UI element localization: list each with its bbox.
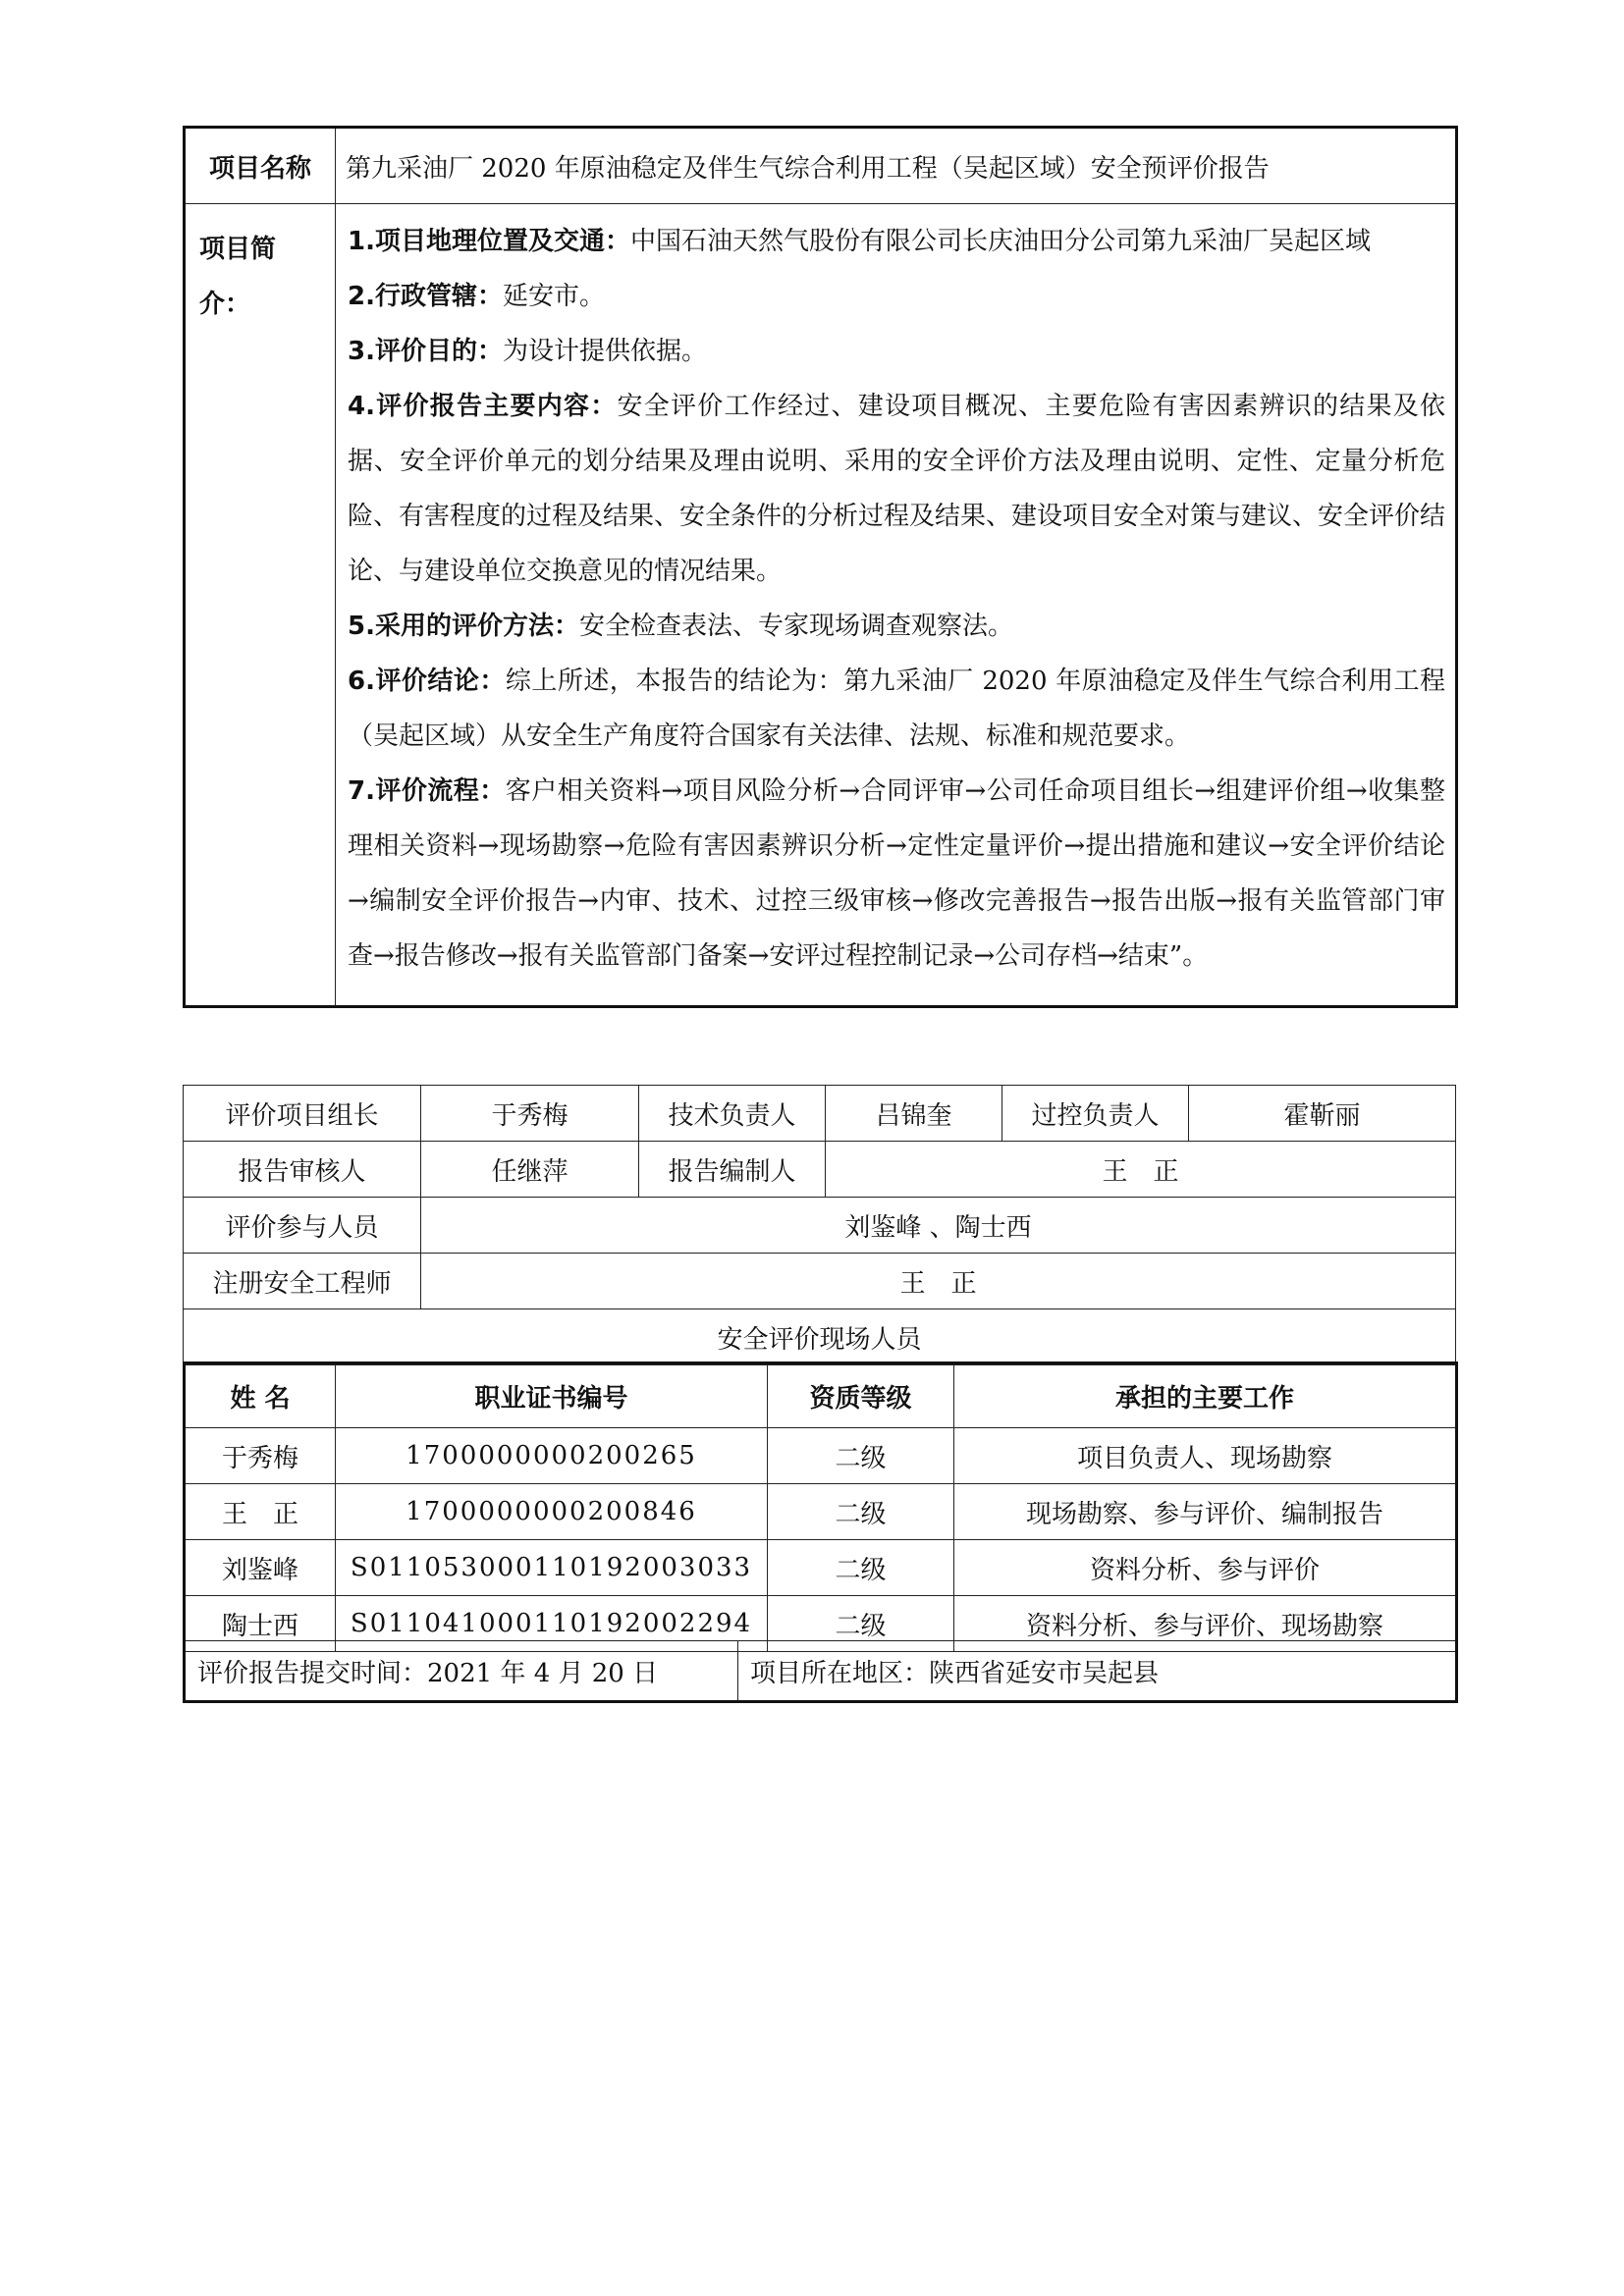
onsite-staff-title: 安全评价现场人员	[184, 1309, 1456, 1365]
staff-name: 陶士西	[185, 1596, 336, 1652]
header-duties: 承担的主要工作	[954, 1363, 1457, 1428]
intro-item-label: 5.采用的评价方法：	[348, 612, 579, 641]
engineer-label: 注册安全工程师	[184, 1254, 421, 1309]
intro-item	[348, 214, 1445, 269]
staff-level: 二级	[768, 1596, 954, 1652]
intro-item-label: 4.评价报告主要内容：	[348, 392, 618, 421]
engineer-value: 王 正	[421, 1254, 1456, 1309]
intro-item	[348, 379, 1445, 599]
staff-level: 二级	[768, 1484, 954, 1540]
intro-item-text: 客户相关资料→项目风险分析→合同评审→公司任命项目组长→组建评价组→收集整理相关资料→现场勘察→危险有害因素辨识分析→定性定量评价→提出措施和建议→安全评价结论→编制安全评价报告→内审、技术、过控三级审核→修改完善报告→报告出版→报有关监管部门审查→报告修改→报有关监管部门备案→安评过程控制记录→公司存档→结束”。	[348, 776, 1445, 971]
project-intro-label-line2: 介：	[199, 290, 251, 319]
leader-value: 于秀梅	[421, 1086, 639, 1142]
staff-header-row	[185, 1363, 1457, 1428]
intro-item	[348, 764, 1445, 984]
staff-level: 二级	[768, 1428, 954, 1484]
staff-certificate: 1700000000200846	[336, 1484, 768, 1540]
personnel-table	[183, 1085, 1456, 1365]
intro-item-text: 安全检查表法、专家现场调查观察法。	[578, 612, 1013, 641]
intro-item-text: 综上所述，本报告的结论为：第九采油厂 2020 年原油稳定及伴生气综合利用工程（吴起区域）从安全生产角度符合国家有关法律、法规、标准和规范要求。	[348, 667, 1446, 751]
intro-item-label: 6.评价结论：	[348, 667, 506, 696]
staff-certificate: S011041000110192002294	[336, 1596, 768, 1652]
tech-lead-label: 技术负责人	[639, 1086, 826, 1142]
intro-item-text: 为设计提供依据。	[502, 337, 707, 366]
intro-item	[348, 599, 1445, 654]
onsite-staff-table	[183, 1362, 1458, 1652]
staff-duties: 资料分析、参与评价、现场勘察	[954, 1596, 1457, 1652]
staff-duties: 现场勘察、参与评价、编制报告	[954, 1484, 1457, 1540]
table-row	[185, 1484, 1457, 1540]
staff-name: 刘鉴峰	[185, 1540, 336, 1596]
table-row	[185, 1428, 1457, 1484]
project-intro-label	[185, 204, 336, 1007]
table-row	[185, 1540, 1457, 1596]
intro-item-label: 7.评价流程：	[348, 776, 506, 806]
control-lead-label: 过控负责人	[1002, 1086, 1189, 1142]
staff-level: 二级	[768, 1540, 954, 1596]
intro-item-label: 1.项目地理位置及交通：	[348, 227, 630, 256]
staff-name: 王 正	[185, 1484, 336, 1540]
intro-item	[348, 269, 1445, 324]
staff-duties: 资料分析、参与评价	[954, 1540, 1457, 1596]
intro-item-label: 2.行政管辖：	[348, 282, 503, 311]
intro-item-text: 安全评价工作经过、建设项目概况、主要危险有害因素辨识的结果及依据、安全评价单元的划分结果及理由说明、采用的安全评价方法及理由说明、定性、定量分析危险、有害程度的过程及结果、安全条件的分析过程及结果、建设项目安全对策与建议、安全评价结论、与建设单位交换意见的情况结果。	[348, 392, 1446, 586]
personnel-row	[184, 1254, 1456, 1309]
header-level: 资质等级	[768, 1363, 954, 1428]
intro-item-text: 中国石油天然气股份有限公司长庆油田分公司第九采油厂吴起区域	[629, 227, 1371, 256]
project-name-value: 第九采油厂 2020 年原油稳定及伴生气综合利用工程（吴起区域）安全预评价报告	[336, 128, 1457, 204]
staff-certificate: 1700000000200265	[336, 1428, 768, 1484]
onsite-title-row	[184, 1309, 1456, 1365]
header-name: 姓 名	[185, 1363, 336, 1428]
personnel-row	[184, 1142, 1456, 1198]
tech-lead-value: 吕锦奎	[826, 1086, 1002, 1142]
project-info-table	[183, 126, 1458, 1008]
control-lead-value: 霍靳丽	[1189, 1086, 1456, 1142]
project-intro-label-line1: 项目简	[199, 235, 277, 264]
participants-value: 刘鉴峰 、陶士西	[421, 1198, 1456, 1254]
staff-certificate: S011053000110192003033	[336, 1540, 768, 1596]
editor-value: 王 正	[826, 1142, 1456, 1198]
personnel-row	[184, 1086, 1456, 1142]
reviewer-label: 报告审核人	[184, 1142, 421, 1198]
project-intro-body	[336, 204, 1457, 1007]
intro-item	[348, 654, 1445, 764]
project-location: 项目所在地区：陕西省延安市吴起县	[738, 1641, 1457, 1702]
intro-item-text: 延安市。	[502, 282, 605, 311]
project-intro-row	[185, 204, 1457, 1007]
footer-row	[185, 1641, 1457, 1702]
submission-date: 评价报告提交时间：2021 年 4 月 20 日	[185, 1641, 738, 1702]
participants-label: 评价参与人员	[184, 1198, 421, 1254]
reviewer-value: 任继萍	[421, 1142, 639, 1198]
personnel-row	[184, 1198, 1456, 1254]
staff-duties: 项目负责人、现场勘察	[954, 1428, 1457, 1484]
project-name-row	[185, 128, 1457, 204]
intro-item-label: 3.评价目的：	[348, 337, 503, 366]
staff-name: 于秀梅	[185, 1428, 336, 1484]
project-name-label: 项目名称	[185, 128, 336, 204]
intro-item	[348, 324, 1445, 379]
footer-table	[183, 1640, 1458, 1703]
editor-label: 报告编制人	[639, 1142, 826, 1198]
leader-label: 评价项目组长	[184, 1086, 421, 1142]
header-certificate: 职业证书编号	[336, 1363, 768, 1428]
